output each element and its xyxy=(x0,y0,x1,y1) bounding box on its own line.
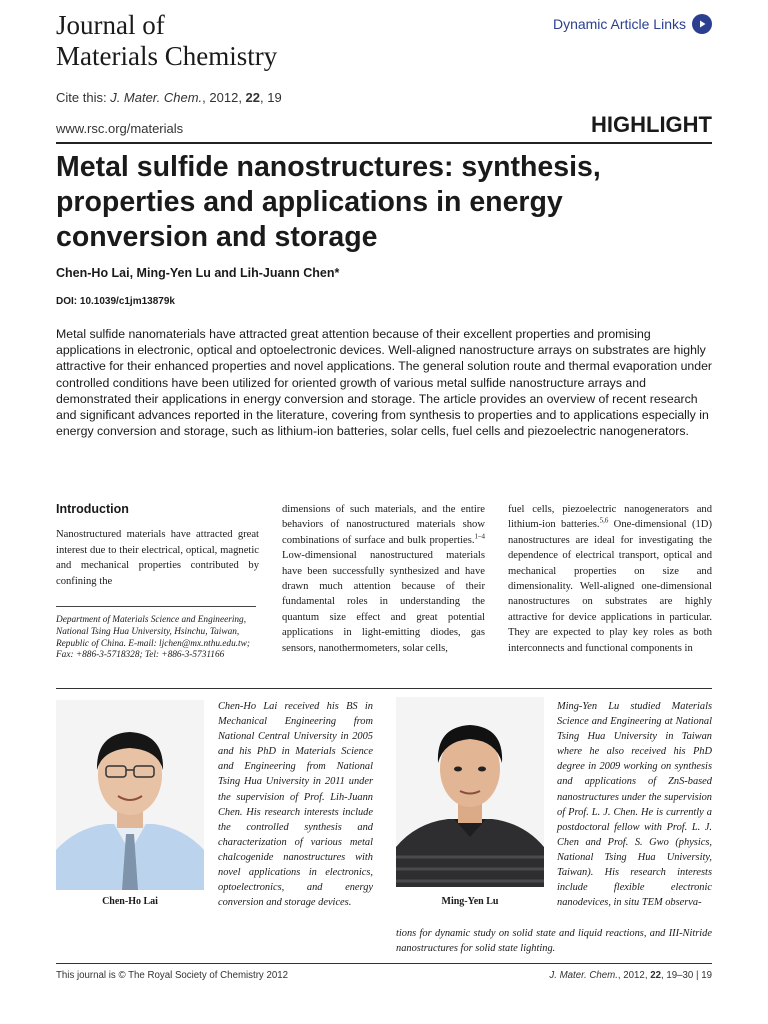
reference-citation[interactable]: 1–4 xyxy=(474,532,485,541)
body-text-col3-a: fuel cells, piezoelectric nanogenerators and lithium-ion batteries. xyxy=(508,504,712,531)
footer-year: , 2012, xyxy=(617,970,651,981)
article-title: Metal sulfide nanostructures: synthesis, properties and applications in energy conversion and storage xyxy=(56,151,601,253)
citation-year: , 2012, xyxy=(202,90,246,105)
biography-ming-yen-lu: Ming-Yen Lu studied Materials Science and Engineering at National Tsing Hua University in Taiwan where he also received his PhD degree in 2009 working on synthesis and applications of ZnS-based nanostructures under the supervision of Prof. L. J. Chen. He is currently a postdoctoral fellow with Prof. L. J. Chen and Prof. S. Gwo (physics, National Tsing Hua University, Taiwan). His research interests include flexible electronic nanodevices, in situ TEM observa- xyxy=(557,701,712,909)
journal-name-line2: Materials Chemistry xyxy=(56,41,278,71)
footer-divider xyxy=(56,963,712,964)
citation-prefix: Cite this: xyxy=(56,90,111,105)
photo-caption-ming-yen-lu: Ming-Yen Lu xyxy=(441,896,499,907)
section-label: HIGHLIGHT xyxy=(591,112,712,137)
body-text-col2-a: dimensions of such materials, and the entire behaviors of nanostructured materials show combinations of surface and bulk properties. xyxy=(282,504,485,546)
affiliation: Department of Materials Science and Engineering, National Tsing Hua University, Hsinchu, Taiwan, Republic of China. E-mail: ljchen@mx.nthu.edu.tw; Fax: +886-3-5718328; Tel: +886-3-5731166 xyxy=(56,615,250,661)
section-heading-introduction: Introduction xyxy=(56,502,129,516)
biography-chen-ho-lai: Chen-Ho Lai received his BS in Mechanical Engineering from National Central University in 2005 and his PhD in Materials Science and Engineering from National Tsing Hua University in 2011 under the supervision of Prof. Lih-Juann Chen. His research interests include the controlled synthesis and characterization of various metal chalcogenide nanostructures with novel applications in electronics, optoelectronics, and energy conversion and storage devices. xyxy=(218,701,373,909)
author-list: Chen-Ho Lai, Ming-Yen Lu and Lih-Juann Chen* xyxy=(56,266,340,280)
citation-volume: 22 xyxy=(245,90,261,105)
doi[interactable]: DOI: 10.1039/c1jm13879k xyxy=(56,296,175,307)
citation-line xyxy=(56,90,282,105)
body-column-2 xyxy=(282,502,485,656)
dynamic-article-links-label[interactable]: Dynamic Article Links xyxy=(552,16,686,32)
journal-name-line1: Journal of xyxy=(56,10,165,40)
biography-divider xyxy=(56,688,712,689)
footer-pages: , 19–30 | 19 xyxy=(661,970,712,981)
page-citation xyxy=(549,970,712,981)
citation-page: , 19 xyxy=(260,90,282,105)
journal-name xyxy=(56,10,277,72)
abstract: Metal sulfide nanomaterials have attracted great attention because of their excellent properties and promising applications in electronic, optical and optoelectronic devices. Well-aligned nanostructure arrays on substrates are highly attractive for their enhanced properties and novel applications. The general solution route and thermal evaporation under controlled conditions have been utilized for oriented growth of various metal sulfide nanostructure arrays and demonstrated their applications in energy conversion and storage. The article provides an overview of recent research and significant advances reported in the literature, covering from synthesis to properties and to applications especially in energy conversion and storage, such as lithium-ion batteries, solar cells, fuel cells and piezoelectric nanogenerators. xyxy=(56,327,713,439)
biography-ming-yen-lu-continued: tions for dynamic study on solid state and liquid reactions, and III-Nitride nanostructures for solid state lighting. xyxy=(396,928,712,955)
citation-journal: J. Mater. Chem. xyxy=(110,90,203,105)
body-text-col2-b: Low-dimensional nanostructured materials have been successfully synthesized and have drawn much attention because of their fundamental roles in understanding the quantum size effect and great potential applications in light-emitting diodes, gas sensors, nanothermometers, solar cells, xyxy=(282,550,485,654)
journal-url[interactable]: www.rsc.org/materials xyxy=(56,121,184,136)
header-divider xyxy=(56,142,712,144)
photo-caption-chen-ho-lai: Chen-Ho Lai xyxy=(102,896,158,907)
body-text-col3-b: One-dimensional (1D) nanostructures are ideal for investigating the dependence of electrical transport, optical and mechanical properties on size and dimensionality. Well-aligned one-dimensional nanostructures on substrates are highly attractive for device applications in particular. They are expected to play key roles as both interconnects and functional components in xyxy=(508,519,712,654)
play-icon[interactable] xyxy=(692,14,712,34)
footer-journal: J. Mater. Chem. xyxy=(549,970,618,981)
affiliation-divider xyxy=(56,606,256,607)
footer-volume: 22 xyxy=(650,970,661,981)
author-photo-chen-ho-lai xyxy=(56,700,204,890)
body-column-3 xyxy=(508,502,712,656)
reference-citation[interactable]: 5,6 xyxy=(599,516,609,525)
copyright-notice: This journal is © The Royal Society of Chemistry 2012 xyxy=(56,970,289,981)
body-text-col1: Nanostructured materials have attracted great interest due to their electrical, optical, magnetic and mechanical properties contributed by confining the xyxy=(56,529,259,587)
body-column-1 xyxy=(56,502,259,589)
dynamic-article-links[interactable] xyxy=(553,14,712,34)
author-photo-ming-yen-lu xyxy=(396,697,544,887)
